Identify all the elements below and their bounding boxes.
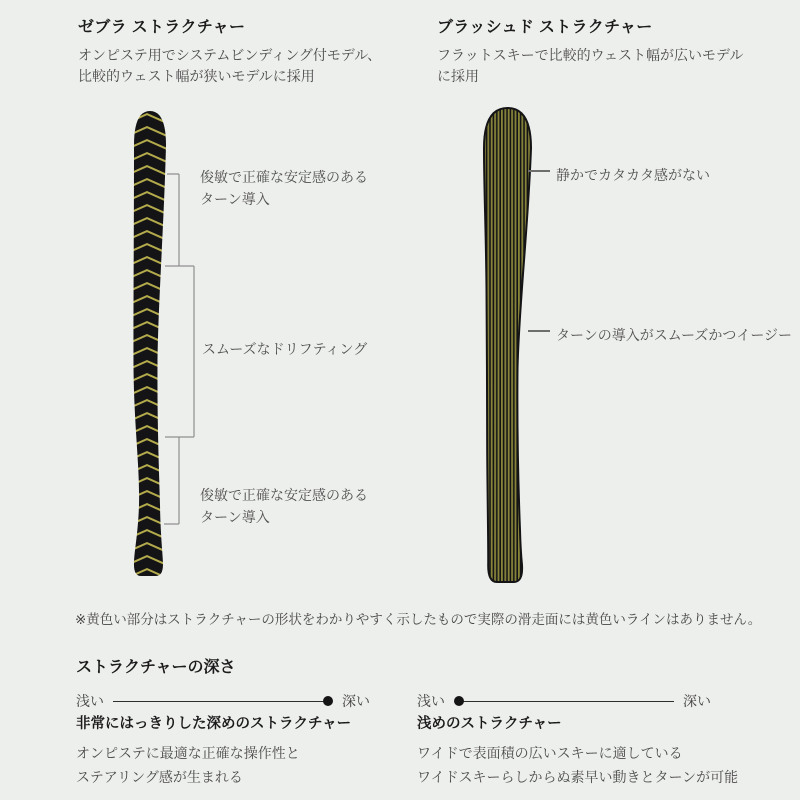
footnote: ※黄色い部分はストラクチャーの形状をわかりやすく示したもので実際の滑走面には黄色いラインはありません。 — [75, 612, 762, 627]
brushed-description: フラットスキーで比較的ウェスト幅が広いモデル に採用 — [437, 47, 744, 84]
brushed-header — [437, 14, 767, 87]
zebra-title: ゼブラ ストラクチャー — [78, 19, 246, 36]
scale-dot-indicator — [323, 696, 333, 706]
brushed-annotation-top: 静かでカタカタ感がない — [556, 167, 710, 183]
brushed-ski-shape — [484, 108, 531, 582]
brushed-annotation-middle: ターンの導入がスムーズかつイージー — [556, 327, 793, 343]
zebra-header — [78, 14, 408, 87]
depth-section-title: ストラクチャーの深さ — [76, 659, 236, 676]
brushed-ski-illustration — [470, 100, 540, 590]
brushed-title: ブラッシュド ストラクチャー — [437, 19, 653, 36]
brushed-leader-line-middle — [528, 330, 550, 332]
zebra-description: オンピステ用でシステムビンディング付モデル、 比較的ウェスト幅が狭いモデルに採用 — [78, 47, 382, 84]
scale-max-label: 深い — [683, 693, 711, 709]
depth-scale-track — [113, 696, 333, 707]
zebra-depth-headline: 非常にはっきりした深めのストラクチャー — [76, 716, 352, 732]
scale-line — [113, 701, 324, 703]
scale-max-label: 深い — [342, 693, 370, 709]
scale-min-label: 浅い — [417, 693, 445, 709]
brushed-depth-headline: 浅めのストラクチャー — [417, 716, 562, 732]
zebra-annotation-bottom: 俊敏で正確な安定感のある ターン導入 — [200, 487, 368, 525]
zebra-annotation-top: 俊敏で正確な安定感のある ターン導入 — [200, 169, 368, 207]
zebra-depth-description: 非常にはっきりした深めのストラクチャー オンピステに最適な正確な操作性と ステアリング感が生まれる — [76, 712, 436, 789]
zebra-annotation-middle: スムーズなドリフティング — [202, 341, 368, 357]
brushed-depth-scale — [417, 691, 711, 711]
brushed-leader-line-top — [528, 170, 550, 172]
depth-scale-track — [454, 696, 674, 707]
scale-dot-indicator — [454, 696, 464, 706]
scale-line — [463, 701, 674, 703]
zebra-annotation-brackets — [160, 168, 200, 530]
zebra-depth-scale — [76, 691, 370, 711]
brushed-depth-description: 浅めのストラクチャー ワイドで表面積の広いスキーに適している ワイドスキーらしからぬ素早い動きとターンが可能 — [417, 712, 777, 789]
scale-min-label: 浅い — [76, 693, 104, 709]
